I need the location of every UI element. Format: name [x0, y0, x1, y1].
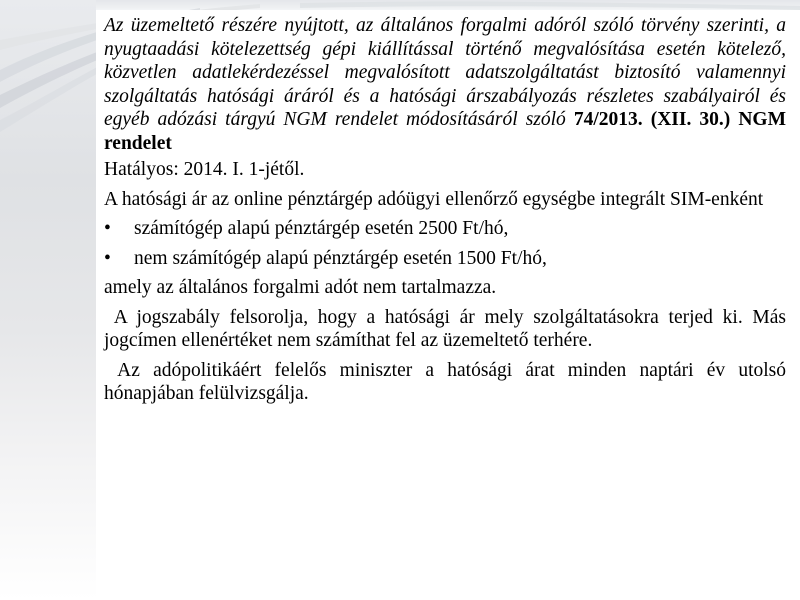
effective-date: Hatályos: 2014. I. 1-jétől. [104, 159, 305, 180]
regulation-scope-paragraph [104, 306, 786, 353]
regulation-number: 74/2013. (XII. 30.) NGM rendelet [104, 109, 786, 154]
bullet-icon: • [104, 218, 111, 239]
review-paragraph [104, 359, 786, 406]
intro-paragraph: A hatósági ár az online pénztárgép adóügyi ellenőrző egységbe integrált SIM-enként [104, 188, 764, 210]
bullet-icon: • [104, 247, 111, 269]
bullet-text: számítógép alapú pénztárgép esetén 2500 Ft/hó, [134, 218, 509, 239]
regulation-title-text: Az üzemeltető részére nyújtott, az általános forgalmi adóról szóló törvény szerinti, a nyugtaadási kötelezettség gépi kiállítással történő megvalósítása esetén kötelező, közvetlen adatlekérdezéssel megvalósított adatszolgáltatást biztosító valamennyi szolgáltatás hatósági áráról és a hatósági árszabályozás részletes szabályairól és egyéb adózási tárgyú NGM rendelet módosításáról szóló [104, 15, 786, 130]
review-text: Az adópolitikáért felelős miniszter a hatósági árat minden naptári év utolsó hónapjában felülvizsgálja. [104, 359, 786, 404]
bullet-item-computer-based [104, 217, 786, 241]
vat-note: amely az általános forgalmi adót nem tartalmazza. [104, 277, 497, 298]
bullet-item-non-computer-based [104, 247, 786, 271]
regulation-scope-text: A jogszabály felsorolja, hogy a hatósági ár mely szolgáltatásokra terjed ki. Más jogcímen ellenértéket nem számíthat fel az üzemeltető terhére. [104, 306, 787, 351]
regulation-title [104, 14, 786, 155]
bullet-text: nem számítógép alapú pénztárgép esetén 1500 Ft/hó, [134, 247, 547, 269]
slide-content [104, 14, 786, 412]
